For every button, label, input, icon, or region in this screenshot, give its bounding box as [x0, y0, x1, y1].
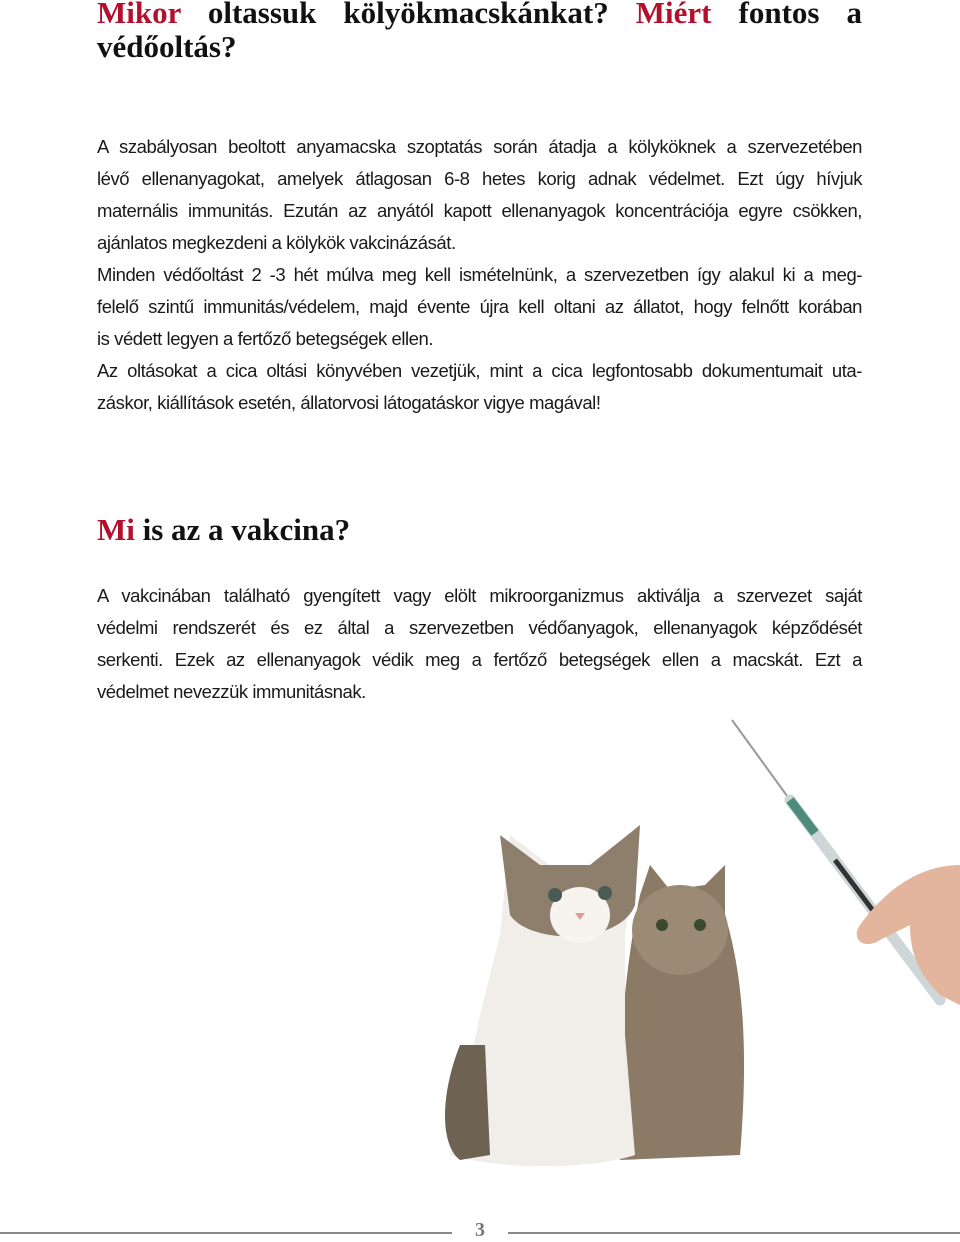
intro-text: [97, 131, 862, 419]
text-line: A szabályosan beoltott anyamacska szoptatás során átadja a kölyköknek a szervezetében: [97, 136, 862, 157]
text-line: záskor, kiállítások esetén, állatorvosi látogatáskor vigye magával!: [97, 392, 601, 413]
heading-when-vaccinate: [97, 0, 862, 64]
footer-rule-right: [508, 1232, 960, 1234]
hand-icon: [857, 865, 960, 1005]
text-line: A vakcinában található gyengített vagy elölt mikroorganizmus aktiválja a szervezet saját: [97, 585, 862, 606]
paragraph: [97, 131, 862, 259]
paragraph: [97, 259, 862, 355]
text-line: Minden védőoltást 2 -3 hét múlva meg kell ismételnünk, a szervezetben így alakul ki a meg-: [97, 264, 862, 285]
white-kitten-icon: [445, 825, 640, 1166]
heading-accent: Mikor: [97, 0, 181, 30]
text-line: ajánlatos megkezdeni a kölykök vakcinázását.: [97, 232, 456, 253]
text-line: maternális immunitás. Ezután az anyától kapott ellenanyagok koncentrációja egyre csökken,: [97, 200, 862, 221]
heading-text: is az a vakcina?: [134, 512, 351, 547]
heading-what-is-vaccine: [97, 513, 862, 547]
text-line: védelmet nevezzük immunitásnak.: [97, 681, 366, 702]
text-line: Az oltásokat a cica oltási könyvében vezetjük, mint a cica legfontosabb dokumentumait uta-: [97, 360, 862, 381]
text-line: serkenti. Ezek az ellenanyagok védik meg a fertőző betegségek ellen a macskát. Ezt a: [97, 649, 862, 670]
heading-accent: Mi: [97, 512, 135, 547]
paragraph: [97, 355, 862, 419]
text-line: lévő ellenanyagokat, amelyek átlagosan 6-8 hetes korig adnak védelmet. Ezt úgy hívjuk: [97, 168, 862, 189]
heading-accent: Miért: [635, 0, 712, 30]
syringe-icon: [732, 720, 940, 1000]
footer-rule-left: [0, 1232, 452, 1234]
tabby-kitten-icon: [619, 865, 744, 1160]
page-number: 3: [475, 1219, 485, 1241]
heading-text: fontos a: [711, 0, 862, 30]
kittens-syringe-photo: [440, 715, 960, 1185]
vaccine-text: [97, 580, 862, 708]
heading-text: oltassuk kölyökmacskánkat?: [180, 0, 636, 30]
heading-text: védőoltás?: [97, 29, 237, 64]
text-line: felelő szintű immunitás/védelem, majd évente újra kell oltani az állatot, hogy felnőtt korában: [97, 296, 862, 317]
text-line: védelmi rendszerét és ez által a szervezetben védőanyagok, ellenanyagok képződését: [97, 617, 862, 638]
text-line: is védett legyen a fertőző betegségek ellen.: [97, 328, 434, 349]
